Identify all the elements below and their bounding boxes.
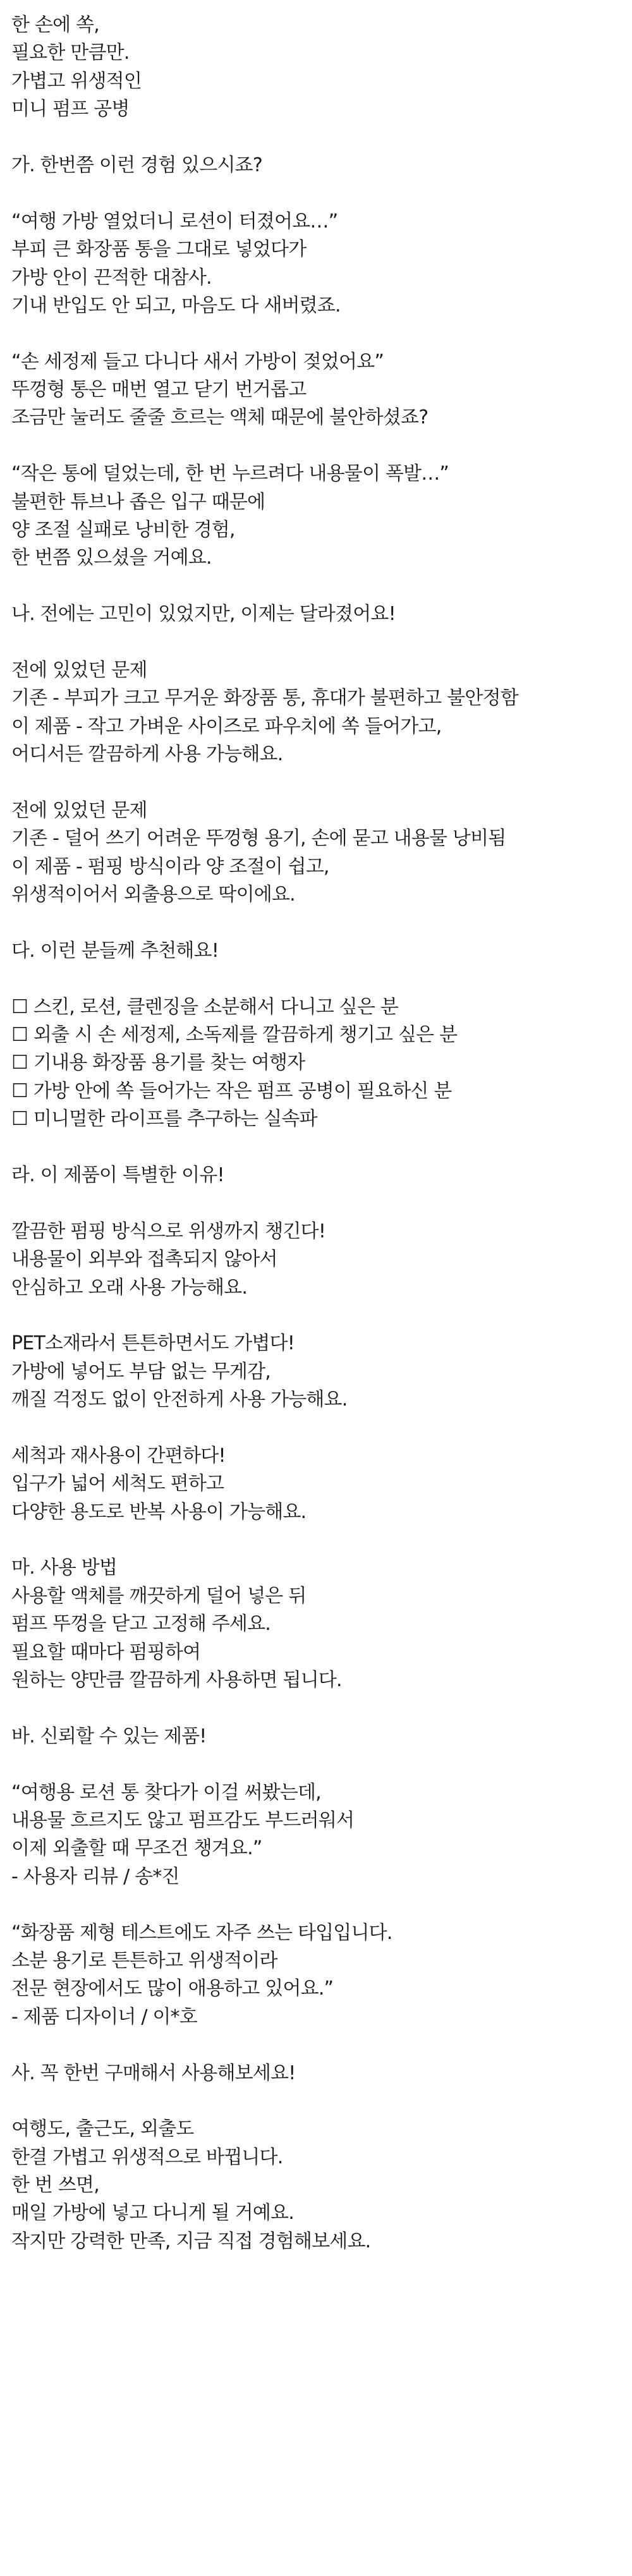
text-line: 원하는 양만큼 깔끔하게 사용하면 됩니다. [11, 1669, 342, 1692]
text-line: - 제품 디자이너 / 이*호 [11, 2005, 197, 2028]
text-line: 양 조절 실패로 낭비한 경험, [11, 519, 235, 542]
text-line: 전에 있었던 문제 [11, 659, 147, 681]
text-line: 깨질 걱정도 없이 안전하게 사용 가능해요. [11, 1388, 348, 1411]
text-line: 소분 용기로 튼튼하고 위생적이라 [11, 1949, 277, 1972]
text-line: 한 번쯤 있으셨을 거예요. [11, 547, 212, 569]
text-line: ☐ 가방 안에 쏙 들어가는 작은 펌프 공병이 필요하신 분 [11, 1079, 452, 1102]
text-line: 부피 큰 화장품 통을 그대로 넣었다가 [11, 238, 307, 261]
text-line: 조금만 눌러도 줄줄 흐르는 액체 때문에 불안하셨죠? [11, 406, 428, 429]
text-line: 마. 사용 방법 [11, 1557, 118, 1579]
text-line: 다양한 용도로 반복 사용이 가능해요. [11, 1500, 307, 1523]
text-line [11, 909, 621, 937]
text-line: 가방 안이 끈적한 대참사. [11, 266, 212, 289]
text-line [11, 124, 621, 152]
text-line: “작은 통에 덜었는데, 한 번 누르려다 내용물이 폭발…” [11, 463, 449, 485]
text-line [11, 320, 621, 348]
text-line: 사. 꼭 한번 구매해서 사용해보세요! [11, 2062, 296, 2084]
text-line [11, 1751, 621, 1778]
text-line: ☐ 기내용 화장품 용기를 찾는 여행자 [11, 1052, 305, 1074]
text-line: 기존 - 덜어 쓰기 어려운 뚜껑형 용기, 손에 묻고 내용물 낭비됨 [11, 827, 506, 850]
text-line [11, 1694, 621, 1722]
text-line: 불편한 튜브나 좁은 입구 때문에 [11, 490, 265, 513]
text-line: 기내 반입도 안 되고, 마음도 다 새버렸죠. [11, 294, 341, 317]
text-line: 내용물 흐르지도 않고 펌프감도 부드러워서 [11, 1809, 355, 1832]
text-line [11, 1526, 621, 1554]
text-line [11, 432, 621, 460]
text-line [11, 1302, 621, 1330]
text-line: “화장품 제형 테스트에도 자주 쓰는 타입입니다. [11, 1921, 392, 1944]
text-line: 어디서든 깔끔하게 사용 가능해요. [11, 743, 283, 766]
text-line: 미니 펌프 공병 [11, 98, 130, 121]
text-line: 깔끔한 펌핑 방식으로 위생까지 챙긴다! [11, 1220, 326, 1242]
text-line: 바. 신뢰할 수 있는 제품! [11, 1725, 207, 1747]
text-line [11, 179, 621, 207]
text-line: 라. 이 제품이 특별한 이유! [11, 1164, 224, 1187]
text-line: 뚜껑형 통은 매번 열고 닫기 번거롭고 [11, 379, 307, 401]
text-line: 사용할 액체를 깨끗하게 덜어 넣은 뒤 [11, 1584, 307, 1607]
text-line: 한 손에 쏙, [11, 14, 99, 36]
text-line: 여행도, 출근도, 외출도 [11, 2118, 194, 2141]
text-line: 입구가 넓어 세척도 편하고 [11, 1473, 224, 1495]
text-line: 전문 현장에서도 많이 애용하고 있어요.” [11, 1978, 334, 2000]
text-line: 한 번 쓰면, [11, 2174, 99, 2197]
text-line: 가. 한번쯤 이런 경험 있으시죠? [11, 154, 262, 176]
text-line: PET소재라서 튼튼하면서도 가볍다! [11, 1332, 295, 1355]
text-line [11, 2031, 621, 2059]
text-line [11, 1189, 621, 1217]
text-line [11, 1891, 621, 1919]
text-line: 안심하고 오래 사용 가능해요. [11, 1276, 248, 1299]
text-line: “여행용 로션 통 찾다가 이걸 써봤는데, [11, 1781, 321, 1804]
text-line: 펌프 뚜껑을 닫고 고정해 주세요. [11, 1613, 271, 1636]
text-line: “여행 가방 열었더니 로션이 터졌어요…” [11, 210, 338, 233]
text-line [11, 2087, 621, 2115]
text-line: 전에 있었던 문제 [11, 799, 147, 822]
text-line: 이 제품 - 펌핑 방식이라 양 조절이 쉽고, [11, 855, 329, 878]
product-description-document [11, 11, 621, 2256]
text-line [11, 769, 621, 797]
text-line [11, 1414, 621, 1442]
text-line: 매일 가방에 넣고 다니게 될 거예요. [11, 2202, 294, 2225]
text-line: ☐ 외출 시 손 세정제, 소독제를 깔끔하게 챙기고 싶은 분 [11, 1024, 458, 1047]
text-line: - 사용자 리뷰 / 송*진 [11, 1865, 179, 1888]
text-line: 위생적이어서 외출용으로 딱이에요. [11, 884, 295, 906]
text-line: ☐ 미니멀한 라이프를 추구하는 실속파 [11, 1108, 317, 1131]
text-line: 가볍고 위생적인 [11, 70, 142, 92]
text-line: 내용물이 외부와 접촉되지 않아서 [11, 1248, 277, 1271]
text-line: 이 제품 - 작고 가벼운 사이즈로 파우치에 쏙 들어가고, [11, 715, 442, 738]
text-line: 기존 - 부피가 크고 무거운 화장품 통, 휴대가 불편하고 불안정함 [11, 687, 518, 710]
text-line: 세척과 재사용이 간편하다! [11, 1444, 226, 1467]
text-line: “손 세정제 들고 다니다 새서 가방이 젖었어요” [11, 350, 384, 373]
text-line: 가방에 넣어도 부담 없는 무게감, [11, 1360, 271, 1383]
text-line [11, 965, 621, 993]
text-line [11, 1134, 621, 1162]
text-line: 이제 외출할 때 무조건 챙겨요.” [11, 1837, 262, 1860]
text-line: ☐ 스킨, 로션, 클렌징을 소분해서 다니고 싶은 분 [11, 995, 398, 1018]
text-line: 나. 전에는 고민이 있었지만, 이제는 달라졌어요! [11, 603, 396, 626]
text-line [11, 573, 621, 600]
text-line [11, 629, 621, 657]
text-line: 한결 가볍고 위생적으로 바뀝니다. [11, 2146, 283, 2168]
text-line: 필요한 만큼만. [11, 42, 130, 64]
text-line: 다. 이런 분들께 추천해요! [11, 939, 219, 962]
text-line: 필요할 때마다 펌핑하여 [11, 1641, 201, 1663]
text-line: 작지만 강력한 만족, 지금 직접 경험해보세요. [11, 2230, 371, 2252]
